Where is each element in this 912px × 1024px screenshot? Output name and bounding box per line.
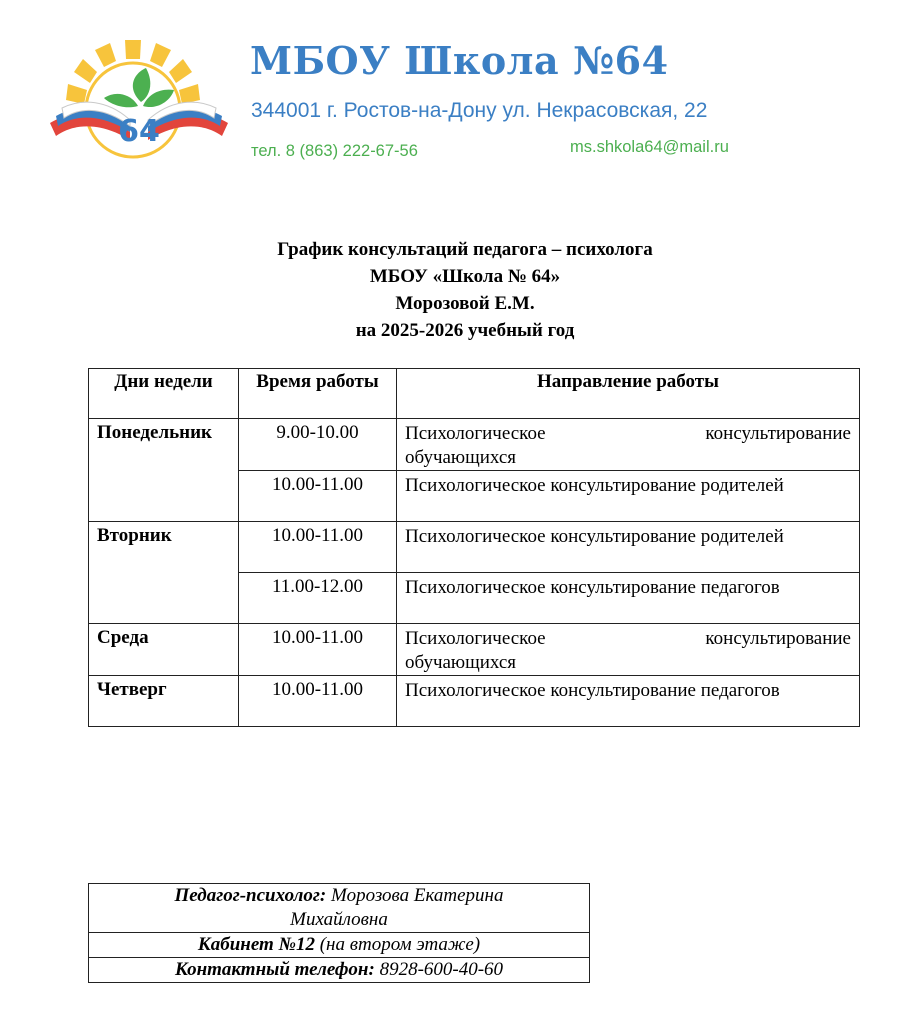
heading-line: График консультаций педагога – психолога [277, 239, 653, 260]
time-cell: 9.00-10.00 [239, 419, 397, 471]
office-cell [89, 933, 590, 958]
column-header-days: Дни недели [89, 369, 239, 419]
direction-cell [397, 624, 860, 676]
direction-cell: Психологическое консультирование родителей [397, 522, 860, 573]
school-phone: тел. 8 (863) 222-67-56 [251, 142, 418, 160]
office-label: Кабинет №12 [197, 934, 315, 955]
day-cell: Среда [89, 624, 239, 676]
psychologist-name: Морозова Екатерина Михайловна [290, 885, 504, 930]
sun-rays-icon [66, 40, 200, 104]
contact-row-psychologist [89, 884, 590, 933]
logo-number: 64 [118, 114, 160, 149]
contact-row-office [89, 933, 590, 958]
school-address: 344001 г. Ростов-на-Дону ул. Некрасовская, 22 [251, 99, 708, 122]
direction-text: консультирование [705, 628, 851, 649]
office-note: (на втором этаже) [319, 934, 481, 955]
table-row [89, 676, 860, 727]
direction-text: консультирование [705, 423, 851, 444]
school-title: МБОУ Школа №64 [250, 38, 669, 83]
direction-cell [397, 419, 860, 471]
school-logo [46, 28, 232, 168]
time-cell: 11.00-12.00 [239, 573, 397, 624]
direction-cell: Психологическое консультирование педагогов [397, 573, 860, 624]
direction-text: Психологическое [405, 423, 546, 444]
psychologist-label: Педагог-психолог: [174, 885, 327, 906]
table-row [89, 624, 860, 676]
schedule-table [88, 368, 860, 727]
column-header-time: Время работы [239, 369, 397, 419]
day-cell: Четверг [89, 676, 239, 727]
column-header-direction: Направление работы [397, 369, 860, 419]
direction-cell: Психологическое консультирование родителей [397, 471, 860, 522]
phone-label: Контактный телефон: [174, 959, 375, 980]
direction-text: обучающихся [405, 447, 517, 468]
time-cell: 10.00-11.00 [239, 522, 397, 573]
time-cell: 10.00-11.00 [239, 676, 397, 727]
day-cell: Вторник [89, 522, 239, 624]
phone-value: 8928-600-40-60 [379, 959, 504, 980]
direction-text: Психологическое [405, 628, 546, 649]
table-row [89, 419, 860, 471]
direction-text: обучающихся [405, 652, 517, 673]
contact-row-phone [89, 958, 590, 983]
time-cell: 10.00-11.00 [239, 624, 397, 676]
school-email[interactable]: ms.shkola64@mail.ru [570, 138, 729, 156]
heading-line: МБОУ «Школа № 64» [369, 266, 561, 287]
heading-line: на 2025-2026 учебный год [355, 320, 575, 341]
contacts-table [88, 883, 590, 983]
heading-line: Морозовой Е.М. [395, 293, 535, 314]
document-heading [0, 236, 912, 344]
direction-cell: Психологическое консультирование педагогов [397, 676, 860, 727]
table-header-row [89, 369, 860, 419]
psychologist-cell [89, 884, 590, 933]
table-row [89, 522, 860, 573]
time-cell: 10.00-11.00 [239, 471, 397, 522]
phone-cell [89, 958, 590, 983]
day-cell: Понедельник [89, 419, 239, 522]
